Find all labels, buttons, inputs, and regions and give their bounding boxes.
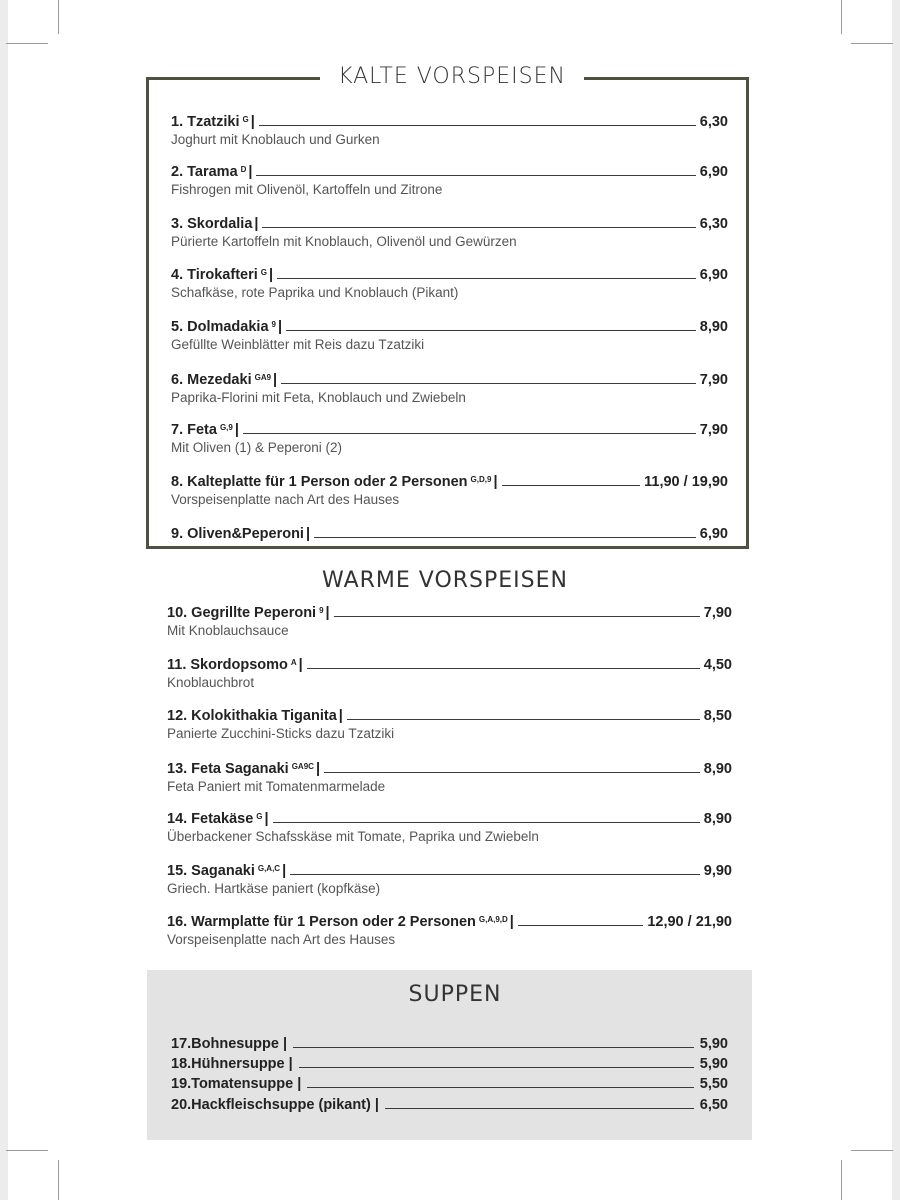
separator-bar: | [277,319,283,335]
dotted-leader [307,667,700,669]
separator-bar: | [269,267,274,283]
menu-item-head [171,110,728,130]
allergen-codes: D [240,165,247,174]
soup-item [171,1072,728,1092]
item-name: 3. Skordalia [171,216,253,232]
menu-item-head [167,859,732,879]
soup-name: 17.Bohnesuppe | [171,1036,288,1052]
menu-item-head [171,160,728,180]
item-description: Pürierte Kartoffeln mit Knoblauch, Olivenöl und Gewürzen [171,234,517,249]
dotted-leader [262,226,695,228]
soup-price: 6,50 [699,1097,728,1113]
separator-bar: | [248,164,253,180]
allergen-codes: 9 [319,606,324,615]
menu-item [167,757,732,797]
allergen-codes: G [242,115,249,124]
allergen-codes: GA9 [254,373,272,382]
crop-mark [841,0,842,34]
menu-item [167,704,732,744]
item-price: 9,90 [703,863,732,879]
dotted-leader [314,536,696,538]
item-name: 7. Feta [171,422,217,438]
menu-item-head [171,418,728,438]
kalte-title: KALTE VORSPEISEN [320,62,584,92]
dotted-leader [286,329,696,331]
menu-item-head [171,368,728,388]
menu-item [167,601,732,641]
allergen-codes: G,A,C [257,864,281,873]
allergen-codes: G,9 [219,423,233,432]
item-price: 12,90 / 21,90 [647,914,732,930]
item-description: Fishrogen mit Olivenöl, Kartoffeln und Zitrone [171,182,443,197]
soup-price: 5,90 [699,1036,728,1052]
item-name: 4. Tirokafteri [171,267,258,283]
dotted-leader [334,615,700,617]
separator-bar: | [493,474,498,490]
item-description: Vorspeisenplatte nach Art des Hauses [167,932,396,947]
item-price: 8,90 [703,761,732,777]
item-description: Überbackener Schafsskäse mit Tomate, Paprika und Zwiebeln [167,829,539,844]
item-name: 12. Kolokithakia Tiganita [167,708,337,724]
item-description: Paprika-Florini mit Feta, Knoblauch und Zwiebeln [171,390,466,405]
item-name: 13. Feta Saganaki [167,761,289,777]
menu-item [171,470,728,510]
item-name: 10. Gegrillte Peperoni [167,605,317,621]
dotted-leader [385,1107,694,1109]
item-name: 11. Skordopsomo [167,657,288,673]
separator-bar: | [509,914,514,930]
item-price: 8,90 [699,319,728,335]
item-price: 4,50 [703,657,732,673]
crop-mark [851,43,893,44]
menu-item [171,110,728,150]
item-description: Mit Knoblauchsauce [167,623,289,638]
menu-item-head [167,653,732,673]
separator-bar: | [273,372,278,388]
item-price: 7,90 [699,372,728,388]
allergen-codes: 9 [271,320,276,329]
item-name: 1. Tzatziki [171,114,240,130]
item-price: 7,90 [699,422,728,438]
item-price: 8,90 [703,811,732,827]
menu-item [167,807,732,847]
item-price: 6,30 [699,114,728,130]
menu-item [171,315,728,355]
menu-item [171,418,728,458]
allergen-codes: G,A,9,D [478,915,508,924]
menu-item [171,263,728,303]
item-name: 9. Oliven&Peperoni [171,526,304,542]
dotted-leader [293,1046,694,1048]
allergen-codes: G [256,812,263,821]
item-name: 6. Mezedaki [171,372,252,388]
dotted-leader [307,1086,693,1088]
dotted-leader [518,924,643,926]
menu-item-head [171,470,728,490]
menu-item [167,653,732,693]
item-description: Gefüllte Weinblätter mit Reis dazu Tzatziki [171,337,425,352]
item-price: 6,90 [699,267,728,283]
item-price: 11,90 / 19,90 [644,474,728,490]
menu-item [171,160,728,200]
dotted-leader [256,174,695,176]
menu-item [167,859,732,899]
soup-name: 20.Hackfleischsuppe (pikant) | [171,1097,379,1113]
allergen-codes: G [260,268,268,277]
crop-mark [58,0,59,34]
separator-bar: | [234,422,239,438]
menu-item-head [167,601,732,621]
menu-item [167,910,732,950]
item-name: 15. Saganaki [167,863,255,879]
item-price: 6,90 [699,164,728,180]
separator-bar: | [298,657,303,673]
menu-item-head [167,757,732,777]
soup-name: 18.Hühnersuppe | [171,1056,293,1072]
dotted-leader [347,718,700,720]
menu-item-head [167,704,732,724]
menu-item-head [167,807,732,827]
dotted-leader [299,1066,694,1068]
crop-mark [841,1160,842,1200]
soup-item [171,1052,728,1072]
dotted-leader [290,873,700,875]
item-description: Mit Oliven (1) & Peperoni (2) [171,440,343,455]
dotted-leader [243,432,696,434]
crop-mark [6,1150,48,1151]
item-name: 5. Dolmadakia [171,319,269,335]
item-description: Schafkäse, rote Paprika und Knoblauch (Pikant) [171,285,459,300]
separator-bar: | [315,761,320,777]
suppen-title: SUPPEN [408,982,502,1007]
separator-bar: | [338,708,343,724]
item-description: Griech. Hartkäse paniert (kopfkäse) [167,881,381,896]
allergen-codes: GA9C [291,762,314,771]
soup-price: 5,90 [699,1056,728,1072]
item-name: 16. Warmplatte für 1 Person oder 2 Personen [167,914,476,930]
warme-title: WARME VORSPEISEN [322,568,568,593]
item-price: 7,90 [703,605,732,621]
item-description: Joghurt mit Knoblauch und Gurken [171,132,380,147]
item-price: 6,90 [699,526,728,542]
item-description: Knoblauchbrot [167,675,255,690]
dotted-leader [259,124,696,126]
crop-mark [58,1160,59,1200]
soup-item [171,1032,728,1052]
soup-price: 5,50 [699,1076,728,1092]
item-name: 8. Kalteplatte für 1 Person oder 2 Personen [171,474,468,490]
item-price: 8,50 [703,708,732,724]
item-description: Vorspeisenplatte nach Art des Hauses [171,492,400,507]
item-description: Feta Paniert mit Tomatenmarmelade [167,779,386,794]
crop-mark [851,1150,893,1151]
menu-item [171,522,728,562]
menu-item [171,212,728,252]
separator-bar: | [305,526,311,542]
menu-item [171,368,728,408]
menu-item-head [167,910,732,930]
item-price: 6,30 [699,216,728,232]
menu-item-head [171,315,728,335]
menu-item-head [171,212,728,232]
separator-bar: | [264,811,269,827]
separator-bar: | [325,605,330,621]
soup-name: 19.Tomatensuppe | [171,1076,302,1092]
soup-item [171,1093,728,1113]
separator-bar: | [250,114,255,130]
dotted-leader [277,277,696,279]
item-name: 14. Fetakäse [167,811,254,827]
item-description: Panierte Zucchini-Sticks dazu Tzatziki [167,726,395,741]
separator-bar: | [254,216,259,232]
dotted-leader [281,382,696,384]
menu-item-head [171,522,728,542]
allergen-codes: A [290,658,297,667]
menu-item-head [171,263,728,283]
dotted-leader [502,484,641,486]
dotted-leader [273,821,700,823]
crop-mark [6,43,48,44]
item-name: 2. Tarama [171,164,238,180]
allergen-codes: G,D,9 [470,475,492,484]
separator-bar: | [282,863,287,879]
dotted-leader [324,771,700,773]
